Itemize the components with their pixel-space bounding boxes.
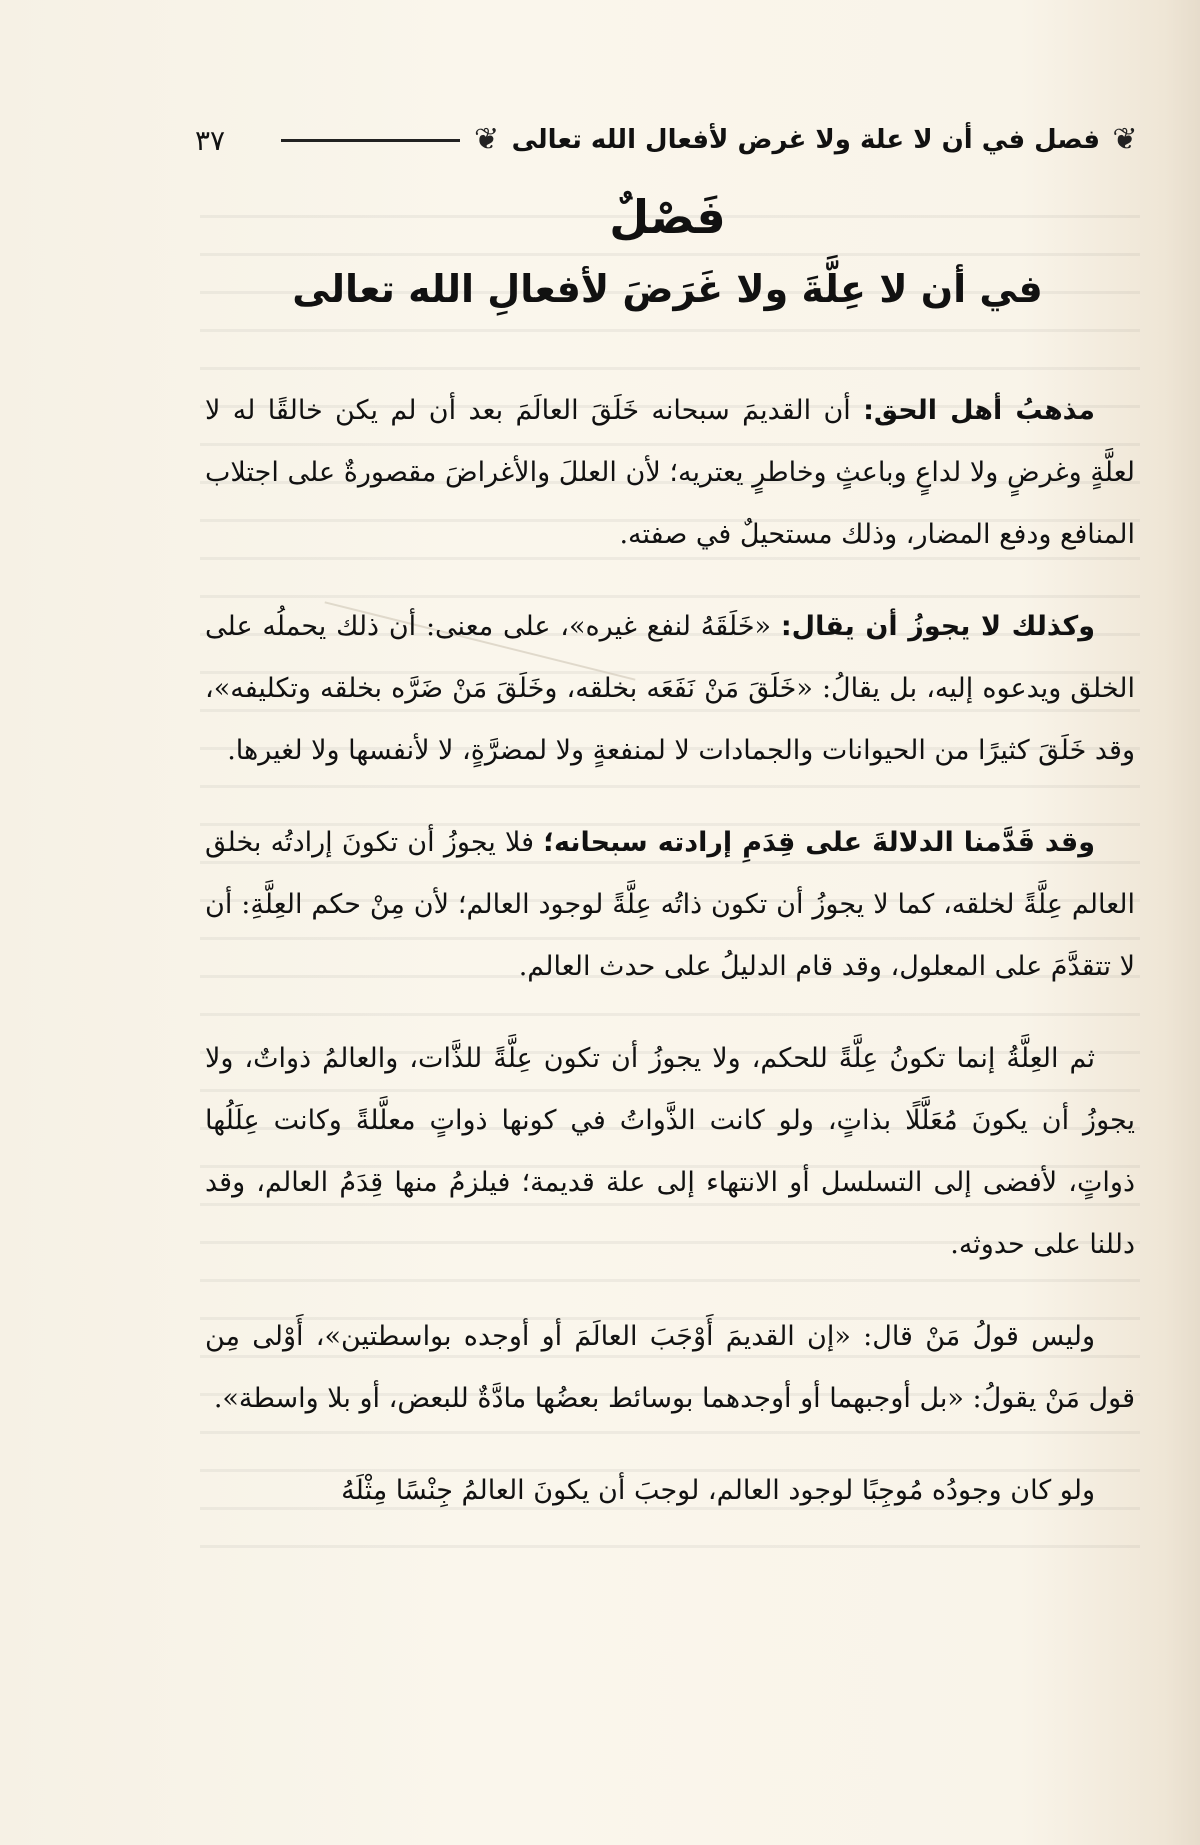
paragraph-lead: وكذلك لا يجوزُ أن يقال:	[780, 611, 1095, 642]
running-header	[195, 118, 1140, 162]
paragraph	[205, 1306, 1135, 1430]
chapter-subtitle: في أن لا عِلَّةَ ولا غَرَضَ لأفعالِ الله تعالى	[292, 267, 1043, 311]
header-rule	[281, 139, 460, 142]
paragraph-text: ولو كان وجودُه مُوجِبًا لوجود العالم، لوجبَ أن يكونَ العالمُ جِنْسًا مِثْلَهُ	[341, 1475, 1095, 1506]
paragraph-lead: وقد قَدَّمنا الدلالةَ على قِدَمِ إرادته سبحانه؛	[543, 827, 1095, 858]
paragraph-lead: مذهبُ أهل الحق:	[863, 395, 1095, 426]
paragraph-text: أن القديمَ سبحانه خَلَقَ العالَمَ بعد أن لم يكن خالقًا له لا لعلَّةٍ وغرضٍ ولا لداعٍ وباعثٍ وخاطرٍ يعتريه؛ لأن العللَ والأغراضَ مقصورةٌ على اجتلاب المنافع ودفع المضار، وذلك مستحيلٌ في صفته.	[205, 395, 1135, 550]
paragraph-text: وليس قولُ مَنْ قال: «إن القديمَ أَوْجَبَ العالَمَ أو أوجده بواسطتين»، أَوْلى مِن قول مَنْ يقولُ: «بل أوجبهما أو أوجدهما بوسائط بعضُها مادَّةٌ للبعض، أو بلا واسطة».	[205, 1321, 1135, 1414]
paragraph	[205, 1028, 1135, 1276]
paragraph	[205, 812, 1135, 998]
paragraph-text: «خَلَقَهُ لنفع غيره»، على معنى: أن ذلك يحملُه على الخلق ويدعوه إليه، بل يقالُ: «خَلَقَ مَنْ نَفَعَه بخلقه، وخَلَقَ مَنْ ضَرَّه بخلقه وتكليفه»، وقد خَلَقَ كثيرًا من الحيوانات والجمادات لا لمنفعةٍ ولا لمضرَّةٍ، لا لأنفسها ولا لغيرها.	[205, 611, 1135, 766]
floral-ornament-icon: ❦	[474, 122, 500, 157]
running-title: فصل في أن لا علة ولا غرض لأفعال الله تعالى	[511, 125, 1100, 155]
paragraph-text: فلا يجوزُ أن تكونَ إرادتُه بخلق العالم عِلَّةً لخلقه، كما لا يجوزُ أن تكون ذاتُه عِلَّةً لوجود العالم؛ لأن مِنْ حكم العِلَّةِ: أن لا تتقدَّمَ على المعلول، وقد قام الدليلُ على حدث العالم.	[205, 827, 1135, 982]
paragraph-text: ثم العِلَّةُ إنما تكونُ عِلَّةً للحكم، ولا يجوزُ أن تكون عِلَّةً للذَّات، والعالمُ ذواتٌ، ولا يجوزُ أن يكونَ مُعَلَّلًا بذاتٍ، ولو كانت الذَّواتُ في كونها ذواتٍ معلَّلةً وكانت عِلَلُها ذواتٍ، لأفضى إلى التسلسل أو الانتهاء إلى علة قديمة؛ فيلزمُ منها قِدَمُ العالم، وقد دللنا على حدوثه.	[205, 1043, 1135, 1260]
paragraph	[205, 380, 1135, 566]
chapter-label: فَصْلٌ	[609, 190, 726, 244]
paragraph	[205, 1460, 1135, 1522]
body-text	[205, 380, 1135, 1552]
paragraph	[205, 596, 1135, 782]
page-number: ٣٧	[195, 123, 226, 157]
floral-ornament-icon: ❦	[1112, 122, 1138, 157]
chapter-heading	[195, 185, 1140, 317]
